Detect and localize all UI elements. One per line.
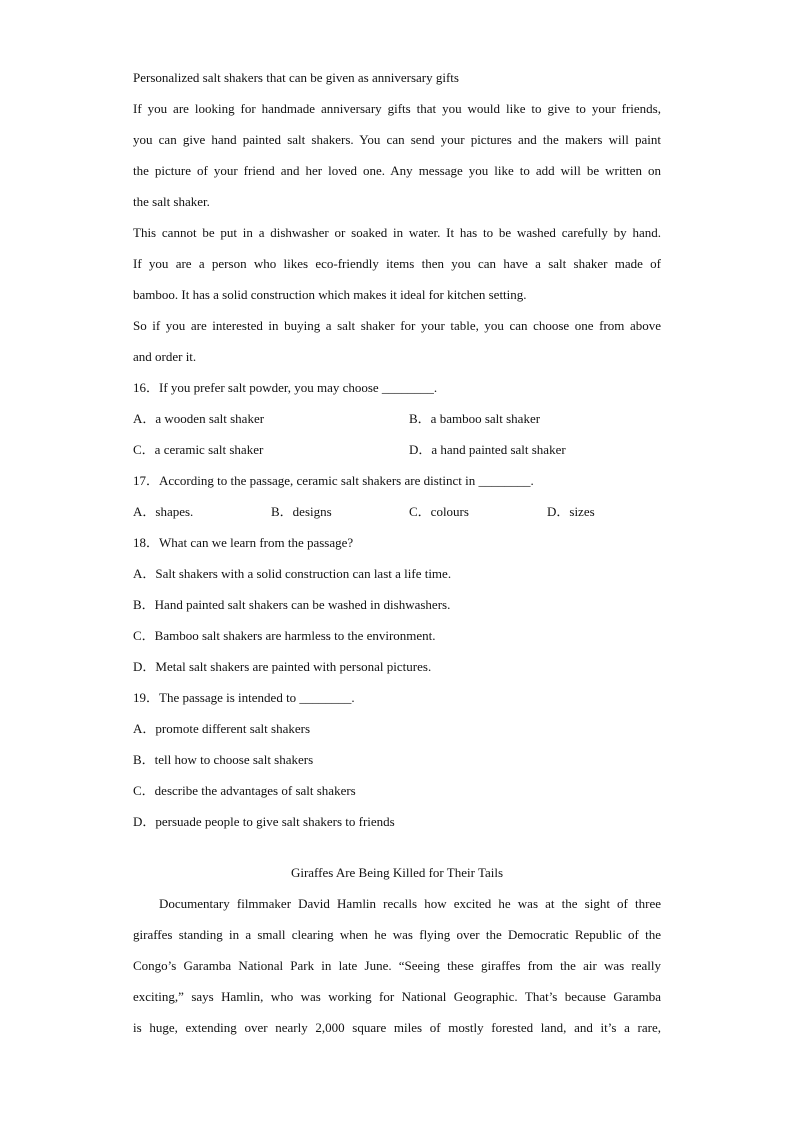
question-19-option-a: A．promote different salt shakers — [133, 721, 311, 736]
passage2-line: giraffes standing in a small clearing when he was flying over the Democratic Republic of the — [133, 927, 661, 942]
question-18-option-a: A．Salt shakers with a solid construction can last a life time. — [133, 566, 452, 581]
passage1-line: bamboo. It has a solid construction which makes it ideal for kitchen setting. — [133, 287, 527, 302]
passage2-line: is huge, extending over nearly 2,000 square miles of mostly forested land, and it’s a rare, — [133, 1020, 661, 1035]
question-17-option-b: B．designs — [271, 504, 332, 519]
question-16-option-b: B．a bamboo salt shaker — [409, 411, 541, 426]
passage2-line: Documentary filmmaker David Hamlin recalls how excited he was at the sight of three — [159, 896, 661, 911]
question-17-option-c: C．colours — [409, 504, 469, 519]
question-18-option-b: B．Hand painted salt shakers can be washed in dishwashers. — [133, 597, 451, 612]
question-18-option-c: C．Bamboo salt shakers are harmless to the environment. — [133, 628, 436, 643]
question-17-option-d: D．sizes — [547, 504, 595, 519]
passage1-line: the salt shaker. — [133, 194, 210, 209]
passage1-title: Personalized salt shakers that can be given as anniversary gifts — [133, 70, 459, 85]
passage1-line: you can give hand painted salt shakers. You can send your pictures and the makers will paint — [133, 132, 661, 147]
passage2-line: exciting,” says Hamlin, who was working for National Geographic. That’s because Garamba — [133, 989, 661, 1004]
question-17-options-row — [133, 496, 661, 527]
passage1-line: If you are a person who likes eco-friendly items then you can have a salt shaker made of — [133, 256, 661, 271]
passage2-title: Giraffes Are Being Killed for Their Tails — [290, 865, 504, 880]
passage1-line: So if you are interested in buying a salt shaker for your table, you can choose one from above — [133, 318, 661, 333]
question-16-stem: 16．If you prefer salt powder, you may choose ________. — [133, 380, 438, 395]
question-17-stem: 17．According to the passage, ceramic salt shakers are distinct in ________. — [133, 473, 534, 488]
document-page — [133, 62, 661, 1043]
question-19-option-c: C．describe the advantages of salt shakers — [133, 783, 356, 798]
section-gap — [133, 837, 661, 857]
passage1-line: the picture of your friend and her loved one. Any message you like to add will be written on — [133, 163, 661, 178]
question-16-options-row-1 — [133, 403, 661, 434]
question-19-option-d: D．persuade people to give salt shakers to friends — [133, 814, 395, 829]
question-19-option-b: B．tell how to choose salt shakers — [133, 752, 314, 767]
passage2-line: Congo’s Garamba National Park in late June. “Seeing these giraffes from the air was really — [133, 958, 661, 973]
question-16-option-c: C．a ceramic salt shaker — [133, 442, 264, 457]
question-16-options-row-2 — [133, 434, 661, 465]
question-18-stem: 18．What can we learn from the passage? — [133, 535, 354, 550]
question-18-option-d: D．Metal salt shakers are painted with personal pictures. — [133, 659, 432, 674]
question-17-option-a: A．shapes. — [133, 504, 194, 519]
question-16-option-a: A．a wooden salt shaker — [133, 411, 265, 426]
passage1-line: If you are looking for handmade anniversary gifts that you would like to give to your friends, — [133, 101, 661, 116]
passage1-line: This cannot be put in a dishwasher or soaked in water. It has to be washed carefully by hand. — [133, 225, 661, 240]
question-19-stem: 19．The passage is intended to ________. — [133, 690, 355, 705]
question-16-option-d: D．a hand painted salt shaker — [409, 442, 566, 457]
passage1-line: and order it. — [133, 349, 197, 364]
